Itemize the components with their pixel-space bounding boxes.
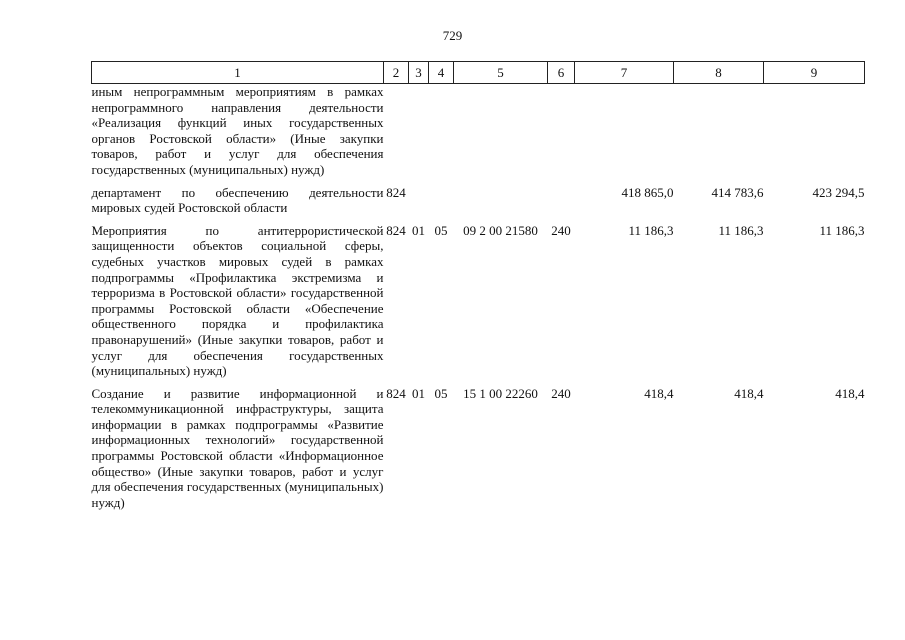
amount-col8: 414 783,6 bbox=[711, 184, 764, 200]
row-description: Создание и развитие информационной и телекоммуникационной инфраструктуры, защита информации в рамках подпрограммы «Развитие информационных технологий» государственной программы Ростовской области «Информационное общество» (Иные закупки товаров, работ и услуг для обеспечения государственных (муниципальных) нужд) bbox=[91, 385, 384, 510]
column-header: 9 bbox=[764, 62, 865, 84]
amount-col7 bbox=[575, 84, 674, 178]
column-header: 4 bbox=[429, 62, 454, 84]
row-description: департамент по обеспечению деятельности мировых судей Ростовской области bbox=[91, 184, 384, 216]
header-row bbox=[92, 62, 865, 84]
row-description: Мероприятия по антитеррористической защищенности объектов социальной сферы, судебных участков мировых судей в рамках подпрограммы «Профилактика экстремизма и терроризма в Ростовской области» государственной программы Ростовской области «Обеспечение общественного порядка и профилактика правонарушений» (Иные закупки товаров, работ и услуг для обеспечения государственных (муниципальных) нужд) bbox=[91, 222, 384, 379]
expense-type-code: 240 bbox=[551, 222, 571, 238]
amount-col9: 423 294,5 bbox=[812, 184, 865, 200]
column-header: 5 bbox=[454, 62, 548, 84]
expense-type-code: 240 bbox=[551, 385, 571, 401]
expense-type-code bbox=[548, 185, 575, 216]
target-article-code: 15 1 00 22260 bbox=[463, 385, 538, 401]
table-row bbox=[92, 386, 865, 511]
column-header: 1 bbox=[92, 62, 384, 84]
section-code bbox=[409, 185, 429, 216]
subsection-code: 05 bbox=[434, 222, 448, 238]
row-spacer bbox=[92, 178, 865, 185]
table-row bbox=[92, 185, 865, 216]
section-code: 01 bbox=[412, 222, 425, 238]
column-header: 3 bbox=[409, 62, 429, 84]
row-spacer bbox=[92, 216, 865, 223]
ministry-code: 824 bbox=[386, 222, 406, 238]
target-article-code: 09 2 00 21580 bbox=[463, 222, 538, 238]
row-description: иным непрограммным мероприятиям в рамках непрограммного направления деятельности «Реализация функций иных государственных органов Ростовской области» (Иные закупки товаров, работ и услуг для обеспечения государственных (муниципальных) нужд) bbox=[91, 84, 384, 177]
table-row bbox=[92, 223, 865, 379]
amount-col7: 418,4 bbox=[644, 385, 674, 401]
subsection-code bbox=[429, 185, 454, 216]
amount-col8: 418,4 bbox=[734, 385, 764, 401]
amount-col7: 418 865,0 bbox=[621, 184, 674, 200]
budget-table bbox=[91, 61, 865, 510]
amount-col9 bbox=[764, 84, 865, 178]
subsection-code bbox=[429, 84, 454, 178]
page-number: 729 bbox=[442, 28, 463, 43]
target-article-code bbox=[454, 185, 548, 216]
ministry-code: 824 bbox=[386, 385, 406, 401]
amount-col9: 418,4 bbox=[835, 385, 865, 401]
ministry-code bbox=[384, 84, 409, 178]
column-header: 7 bbox=[575, 62, 674, 84]
column-header: 8 bbox=[674, 62, 764, 84]
amount-col9: 11 186,3 bbox=[819, 222, 865, 238]
row-spacer bbox=[92, 379, 865, 386]
ministry-code: 824 bbox=[386, 184, 406, 200]
table-row bbox=[92, 84, 865, 178]
amount-col8 bbox=[674, 84, 764, 178]
amount-col7: 11 186,3 bbox=[628, 222, 674, 238]
section-code bbox=[409, 84, 429, 178]
amount-col8: 11 186,3 bbox=[718, 222, 764, 238]
expense-type-code bbox=[548, 84, 575, 178]
section-code: 01 bbox=[412, 385, 425, 401]
column-header: 6 bbox=[548, 62, 575, 84]
subsection-code: 05 bbox=[434, 385, 448, 401]
column-header: 2 bbox=[384, 62, 409, 84]
target-article-code bbox=[454, 84, 548, 178]
